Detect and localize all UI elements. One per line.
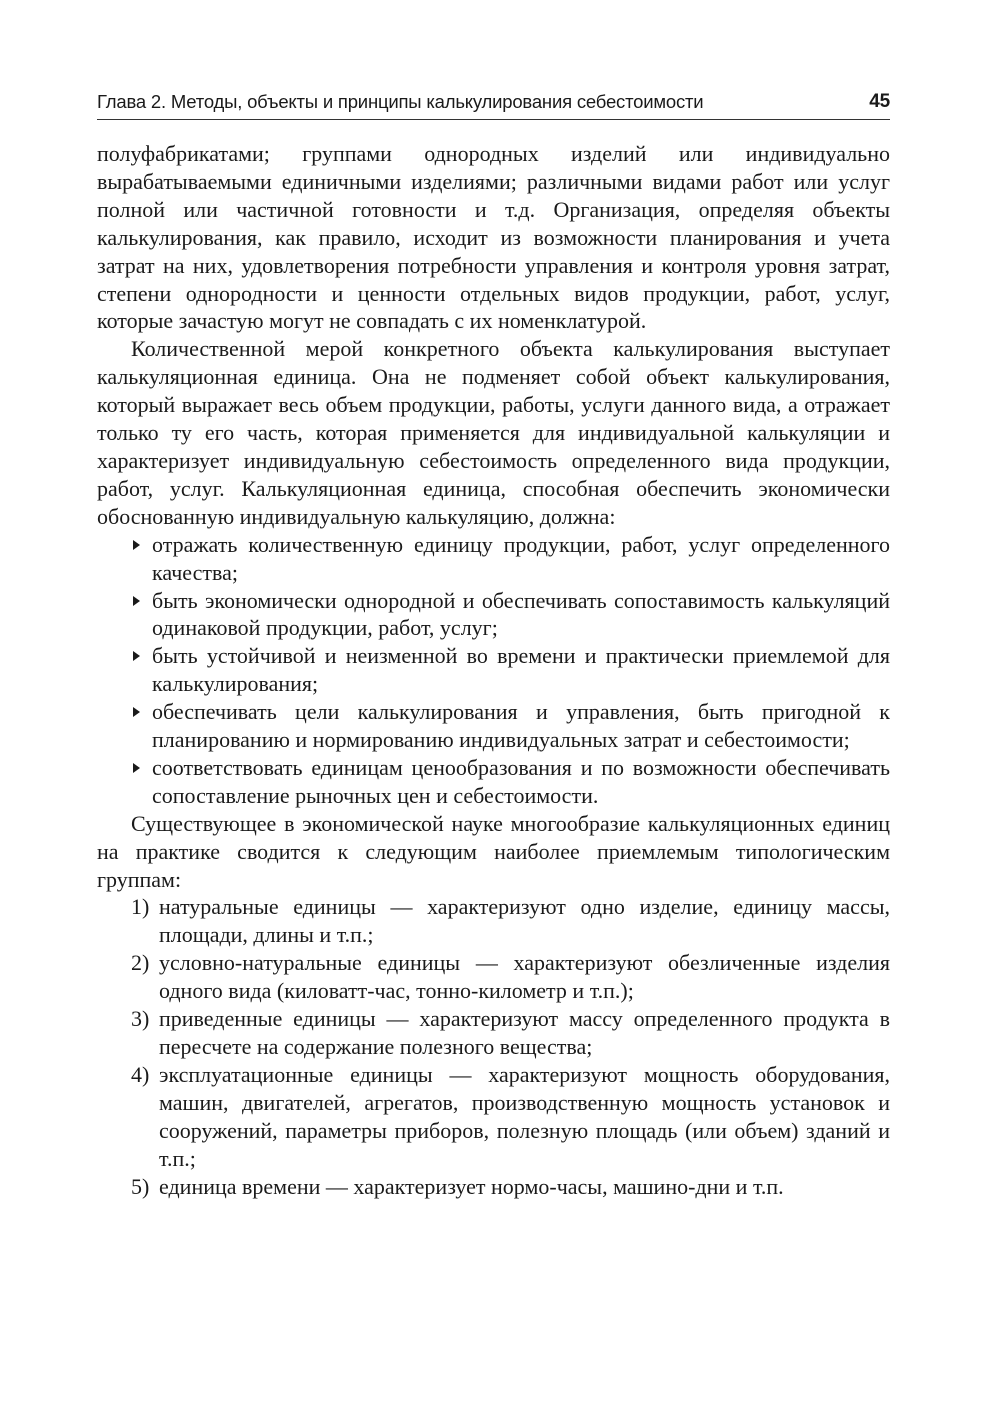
- list-item: [97, 531, 890, 587]
- paragraph-continuation: полуфабрикатами; группами однородных изделий или индивидуально вырабатываемыми единичными изделиями; различными видами работ или услуг полной или частичной готовности и т.д. Организация, определяя объекты калькулирования, как правило, исходит из возможности планирования и учета затрат на них, удовлетворения потребности управления и контроля уровня затрат, степени однородности и ценности отдельных видов продукции, работ, услуг, которые зачастую могут не совпадать с их номенклатурой.: [97, 141, 890, 334]
- numbered-item: [97, 1173, 890, 1201]
- bullet-triangle-icon: [133, 763, 140, 773]
- running-header: [97, 90, 890, 120]
- item-number: 5): [131, 1173, 150, 1199]
- numbered-item: [97, 1005, 890, 1061]
- body-text: [97, 140, 890, 1200]
- book-page: [97, 90, 890, 1200]
- numbered-item-text: условно-натуральные единицы — характеризуют обезличенные изделия одного вида (киловатт-час, тонно-километр и т.п.);: [159, 950, 890, 1004]
- numbered-item: [97, 1061, 890, 1173]
- list-item: [97, 587, 890, 643]
- paragraph-calculation-unit: Количественной мерой конкретного объекта калькулирования выступает калькуляционная единица. Она не подменяет собой объект калькулирования, который выражает весь объем продукции, работы, услуги данного вида, а отражает только ту его часть, которая применяется для индивидуальной калькуляции и характеризует индивидуальную себестоимость определенного вида продукции, работ, услуг. Калькуляционная единица, способная обеспечить экономически обоснованную индивидуальную калькуляцию, должна:: [97, 336, 890, 529]
- numbered-item: [97, 949, 890, 1005]
- numbered-item: [97, 893, 890, 949]
- list-item-text: быть экономически однородной и обеспечивать сопоставимость калькуляций одинаковой продукции, работ, услуг;: [152, 587, 890, 641]
- numbered-item-text: приведенные единицы — характеризуют массу определенного продукта в пересчете на содержание полезного вещества;: [159, 1006, 890, 1059]
- numbered-item-text: единица времени — характеризует нормо-часы, машино-дни и т.п.: [159, 1173, 784, 1199]
- numbered-item-text: натуральные единицы — характеризуют одно изделие, единицу массы, площади, длины и т.п.;: [159, 894, 890, 948]
- item-number: 3): [131, 1006, 150, 1032]
- list-item: [97, 698, 890, 754]
- list-item: [97, 642, 890, 698]
- list-item-text: обеспечивать цели калькулирования и управления, быть пригодной к планированию и нормированию индивидуальных затрат и себестоимости;: [152, 699, 890, 753]
- numbered-item-text: эксплуатационные единицы — характеризуют мощность оборудования, машин, двигателей, агрегатов, производственную мощность установок и сооружений, параметры приборов, полезную площадь (или объем) зданий и т.п.;: [159, 1061, 890, 1171]
- list-item-text: отражать количественную единицу продукции, работ, услуг определенного качества;: [152, 531, 890, 585]
- bullet-triangle-icon: [133, 707, 140, 717]
- list-item: [97, 754, 890, 810]
- item-number: 1): [131, 894, 150, 920]
- requirements-list: [97, 531, 890, 810]
- unit-types-list: [97, 893, 890, 1200]
- paragraph-typology: Существующее в экономической науке многообразие калькуляционных единиц на практике сводится к следующим наиболее приемлемым типологическим группам:: [97, 810, 890, 892]
- item-number: 2): [131, 950, 150, 976]
- page-number: 45: [869, 91, 890, 112]
- item-number: 4): [131, 1061, 150, 1087]
- chapter-title: Глава 2. Методы, объекты и принципы калькулирования себестоимости: [97, 91, 704, 112]
- bullet-triangle-icon: [133, 540, 140, 550]
- list-item-text: соответствовать единицам ценообразования и по возможности обеспечивать сопоставление рыночных цен и себестоимости.: [152, 754, 890, 808]
- bullet-triangle-icon: [133, 596, 140, 606]
- list-item-text: быть устойчивой и неизменной во времени и практически приемлемой для калькулирования;: [152, 643, 890, 697]
- bullet-triangle-icon: [133, 651, 140, 661]
